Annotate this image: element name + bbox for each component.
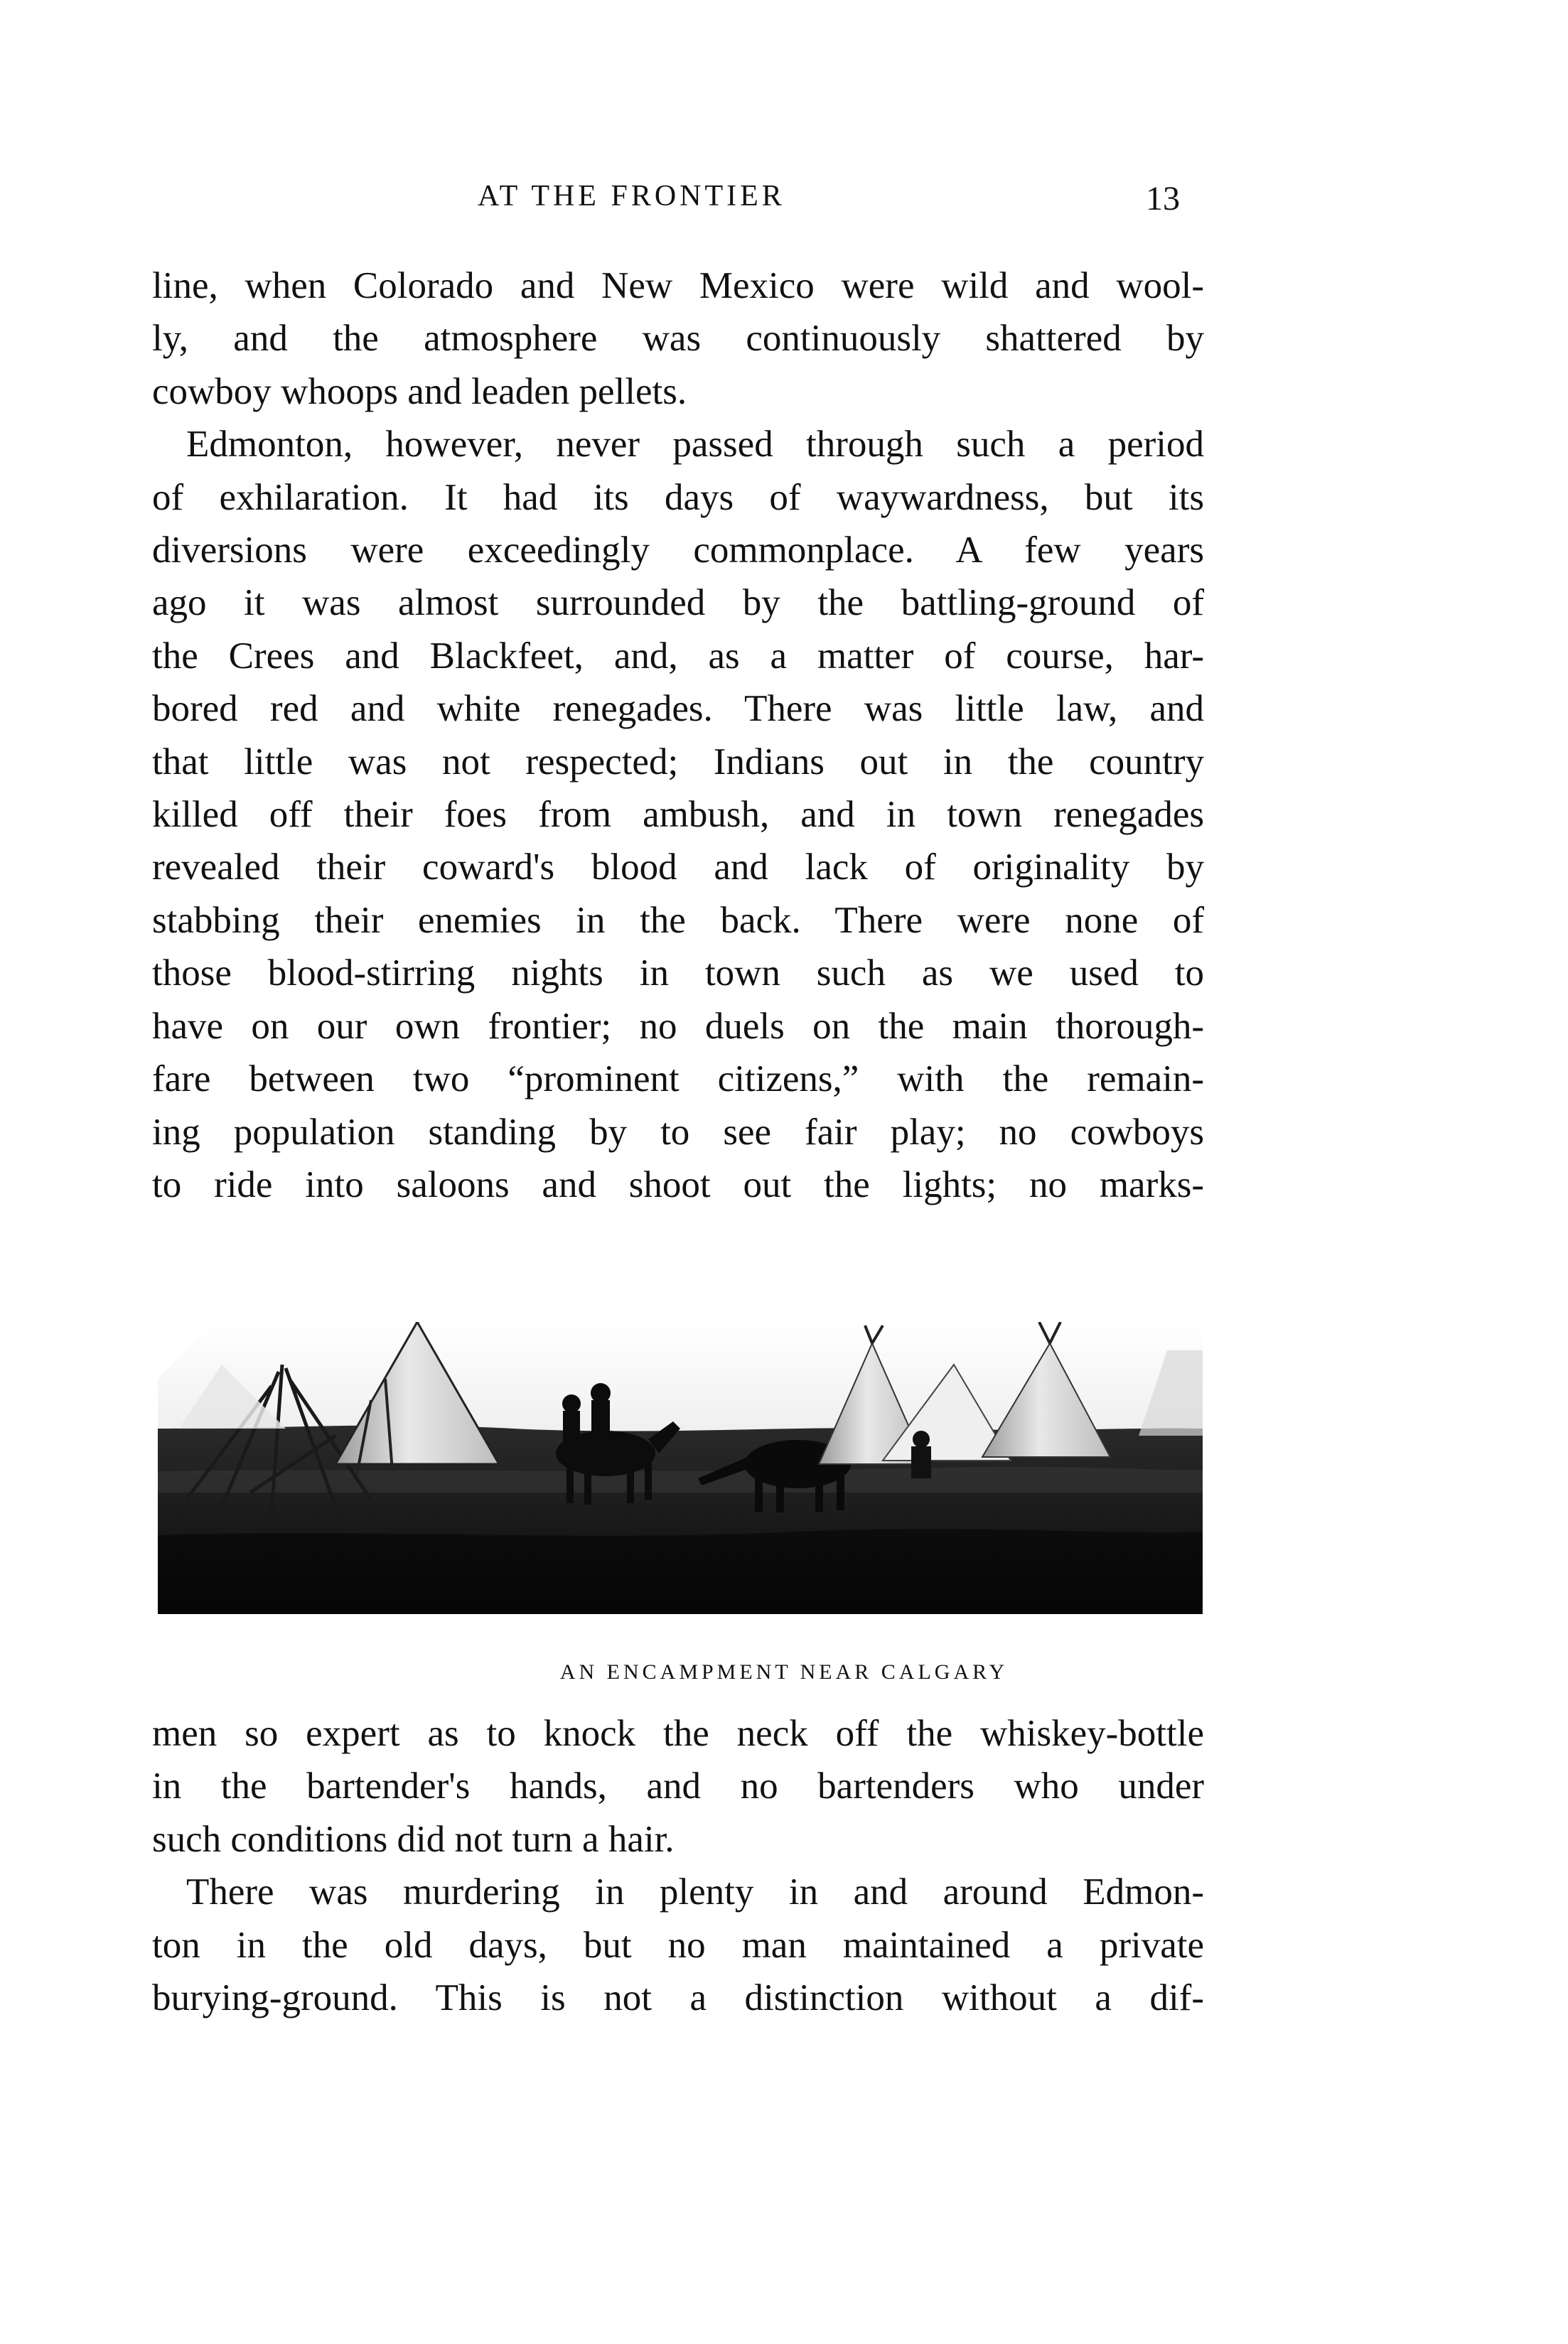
text-line: fare between two “prominent citizens,” with the remain- xyxy=(152,1058,1204,1100)
text-line: those blood-stirring nights in town such as we used to xyxy=(152,952,1204,994)
foreground-grass xyxy=(158,1529,1203,1614)
text-line: diversions were exceedingly commonplace. A few years xyxy=(152,529,1204,571)
paragraph xyxy=(152,259,1204,418)
text-line: ago it was almost surrounded by the battling-ground of xyxy=(152,582,1204,624)
text-line: line, when Colorado and New Mexico were wild and wool- xyxy=(152,265,1204,306)
encampment-illustration xyxy=(158,1322,1203,1614)
text-line: in the bartender's hands, and no bartenders who under xyxy=(152,1765,1204,1807)
text-line: revealed their coward's blood and lack of originality by xyxy=(152,846,1204,888)
text-line: the Crees and Blackfeet, and, as a matter of course, har- xyxy=(152,635,1204,677)
text-line: such conditions did not turn a hair. xyxy=(152,1818,675,1860)
text-block-upper xyxy=(152,259,1204,1211)
encampment-photograph xyxy=(158,1322,1203,1614)
text-line: ing population standing by to see fair play; no cowboys xyxy=(152,1111,1204,1153)
paragraph xyxy=(152,1707,1204,1866)
text-line: ton in the old days, but no man maintained a private xyxy=(152,1924,1204,1966)
text-line: stabbing their enemies in the back. There were none of xyxy=(152,899,1204,941)
text-block-lower xyxy=(152,1707,1204,2024)
text-line: have on our own frontier; no duels on the main thorough- xyxy=(152,1005,1204,1047)
text-line: ly, and the atmosphere was continuously shattered by xyxy=(152,318,1204,360)
figure-caption: AN ENCAMPMENT NEAR CALGARY xyxy=(559,1660,1009,1684)
text-line: There was murdering in plenty in and around Edmon- xyxy=(186,1871,1204,1913)
page-number: 13 xyxy=(1146,180,1180,217)
text-line: men so expert as to knock the neck off the whiskey-bottle xyxy=(152,1713,1204,1754)
paragraph xyxy=(152,1866,1204,2024)
text-line: burying-ground. This is not a distinction without a dif- xyxy=(152,1977,1204,2019)
text-line: that little was not respected; Indians out in the country xyxy=(152,741,1204,783)
text-line: killed off their foes from ambush, and in town renegades xyxy=(152,794,1204,836)
running-title: AT THE FRONTIER xyxy=(478,180,785,213)
text-line: Edmonton, however, never passed through such a period xyxy=(186,424,1204,466)
text-line: to ride into saloons and shoot out the lights; no marks- xyxy=(152,1163,1204,1205)
text-line: of exhilaration. It had its days of waywardness, but its xyxy=(152,476,1204,518)
text-line: cowboy whoops and leaden pellets. xyxy=(152,370,687,412)
running-head xyxy=(0,179,1568,222)
paragraph xyxy=(152,418,1204,1211)
seated-figure xyxy=(911,1431,931,1478)
text-line: bored red and white renegades. There was little law, and xyxy=(152,688,1204,730)
